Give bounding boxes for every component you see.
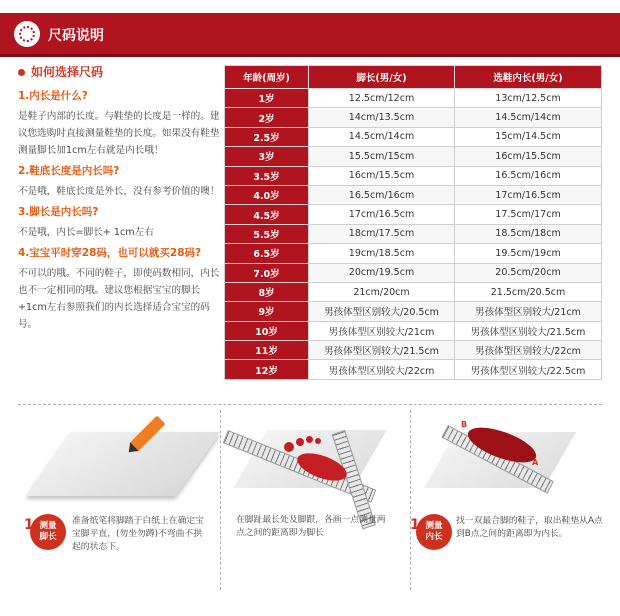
inner-length-cell: 16.5cm/16cm: [455, 166, 602, 185]
point-b-label: B: [461, 420, 468, 429]
bullet-icon: [18, 69, 25, 76]
table-row: [225, 185, 602, 204]
age-cell: 7.0岁: [225, 263, 309, 282]
table-row: [225, 302, 602, 321]
inner-length-cell: 16cm/15.5cm: [455, 147, 602, 166]
inner-length-cell: 男孩体型区别较大/21cm: [455, 302, 602, 321]
faq-answer: 不是哦，内长=脚长+ 1cm左右: [18, 227, 154, 238]
table-header-inner-length: 选鞋内长(男/女): [455, 66, 602, 89]
table-row: [225, 224, 602, 243]
inner-length-cell: 17.5cm/17cm: [455, 205, 602, 224]
age-cell: 11岁: [225, 341, 309, 360]
foot-length-cell: 18cm/17.5cm: [309, 224, 455, 243]
age-cell: 3岁: [225, 147, 309, 166]
inner-length-cell: 14.5cm/14cm: [455, 108, 602, 127]
section-divider: [18, 404, 602, 405]
toe-icon: [315, 438, 321, 444]
table-row: [225, 205, 602, 224]
size-table: [224, 65, 602, 380]
badge-line: 内长: [425, 532, 443, 542]
table-row: [225, 108, 602, 127]
age-cell: 2岁: [225, 108, 309, 127]
inner-length-cell: 15cm/14.5cm: [455, 127, 602, 146]
faq-answer: 是鞋子内部的长度。与鞋垫的长度是一样的。建议您选购时直接测量鞋垫的长度。如果没有鞋垫测量脚长加1cm左右就是内长哦！: [18, 111, 220, 156]
foot-length-cell: 12.5cm/12cm: [309, 89, 455, 108]
faq-title-text: 如何选择尺码: [31, 65, 104, 79]
inner-length-cell: 17cm/16.5cm: [455, 185, 602, 204]
table-row: [225, 244, 602, 263]
table-row: [225, 282, 602, 301]
age-cell: 8岁: [225, 282, 309, 301]
age-cell: 2.5岁: [225, 127, 309, 146]
measure-foot-badge: 1 测量 脚长: [30, 514, 66, 550]
header-bar: [0, 13, 620, 57]
inner-length-cell: 21.5cm/20.5cm: [455, 282, 602, 301]
inner-length-cell: 男孩体型区别较大/22.5cm: [455, 360, 602, 379]
step-divider: [410, 410, 411, 590]
table-header-age: 年龄(周岁): [225, 66, 309, 89]
table-row: [225, 127, 602, 146]
point-a-label: A: [532, 458, 539, 467]
age-cell: 10岁: [225, 321, 309, 340]
table-row: [225, 147, 602, 166]
foot-length-cell: 男孩体型区别较大/21.5cm: [309, 341, 455, 360]
page-title: 尺码说明: [48, 28, 104, 44]
inner-length-cell: 男孩体型区别较大/22cm: [455, 341, 602, 360]
age-cell: 6.5岁: [225, 244, 309, 263]
foot-length-cell: 16cm/15.5cm: [309, 166, 455, 185]
age-cell: 9岁: [225, 302, 309, 321]
table-row: [225, 263, 602, 282]
foot-length-cell: 19cm/18.5cm: [309, 244, 455, 263]
table-row: [225, 360, 602, 379]
foot-length-cell: 16.5cm/16cm: [309, 185, 455, 204]
inner-length-cell: 20.5cm/20cm: [455, 263, 602, 282]
toe-icon: [296, 438, 304, 446]
faq-title: [18, 64, 222, 81]
inner-length-cell: 18.5cm/18cm: [455, 224, 602, 243]
step1-caption: 准备纸笔将脚踏于白纸上在确定宝宝脚平直，(勿坐勿蹲)不弯曲不拱起的状态下。: [72, 516, 204, 552]
table-row: [225, 341, 602, 360]
faq-question: 3.脚长是内长吗?: [18, 206, 99, 218]
age-cell: 3.5岁: [225, 166, 309, 185]
foot-length-cell: 15.5cm/15cm: [309, 147, 455, 166]
age-cell: 1岁: [225, 89, 309, 108]
faq-question: 4.宝宝平时穿28码，也可以就买28码?: [18, 247, 202, 259]
logo-icon: [14, 21, 40, 47]
paper-illustration: [26, 432, 221, 496]
age-cell: 4.5岁: [225, 205, 309, 224]
foot-length-cell: 男孩体型区别较大/20.5cm: [309, 302, 455, 321]
toe-icon: [284, 442, 294, 452]
faq-answer: 不可以的哦。不同的鞋子，即使码数相同，内长也不一定相同的哦。建议您根据宝宝的脚长+1cm左右参照我们的内长选择适合宝宝的码号。: [18, 268, 220, 330]
badge-line: 脚长: [39, 532, 57, 542]
toe-icon: [306, 436, 313, 443]
badge-line: 测量: [39, 521, 57, 531]
measure-inner-badge: 1 测量 内长: [416, 514, 452, 550]
table-row: [225, 89, 602, 108]
foot-length-cell: 男孩体型区别较大/22cm: [309, 360, 455, 379]
step3-caption: 找一双最合脚的鞋子，取出鞋垫从A点到B点之间的距离即为内长。: [456, 516, 603, 539]
badge-line: 测量: [425, 521, 443, 531]
faq-question: 1.内长是什么?: [18, 90, 88, 102]
step2-caption: 在脚趾最长处及脚跟，各画一点测量两点之间的距离即为脚长: [236, 515, 386, 538]
foot-length-cell: 20cm/19.5cm: [309, 263, 455, 282]
foot-length-cell: 男孩体型区别较大/21cm: [309, 321, 455, 340]
table-row: [225, 166, 602, 185]
inner-length-cell: 男孩体型区别较大/21.5cm: [455, 321, 602, 340]
foot-length-cell: 17cm/16.5cm: [309, 205, 455, 224]
step-divider: [220, 410, 221, 590]
foot-length-cell: 14cm/13.5cm: [309, 108, 455, 127]
age-cell: 4.0岁: [225, 185, 309, 204]
age-cell: 5.5岁: [225, 224, 309, 243]
table-header-foot-length: 脚长(男/女): [309, 66, 455, 89]
age-cell: 12岁: [225, 360, 309, 379]
faq-answer: 不是哦，鞋底长度是外长，没有参考价值的噢！: [18, 186, 220, 197]
faq-section: [18, 64, 222, 336]
table-row: [225, 321, 602, 340]
foot-length-cell: 21cm/20cm: [309, 282, 455, 301]
inner-length-cell: 13cm/12.5cm: [455, 89, 602, 108]
faq-question: 2.鞋底长度是内长吗?: [18, 165, 120, 177]
foot-length-cell: 14.5cm/14cm: [309, 127, 455, 146]
inner-length-cell: 19.5cm/19cm: [455, 244, 602, 263]
